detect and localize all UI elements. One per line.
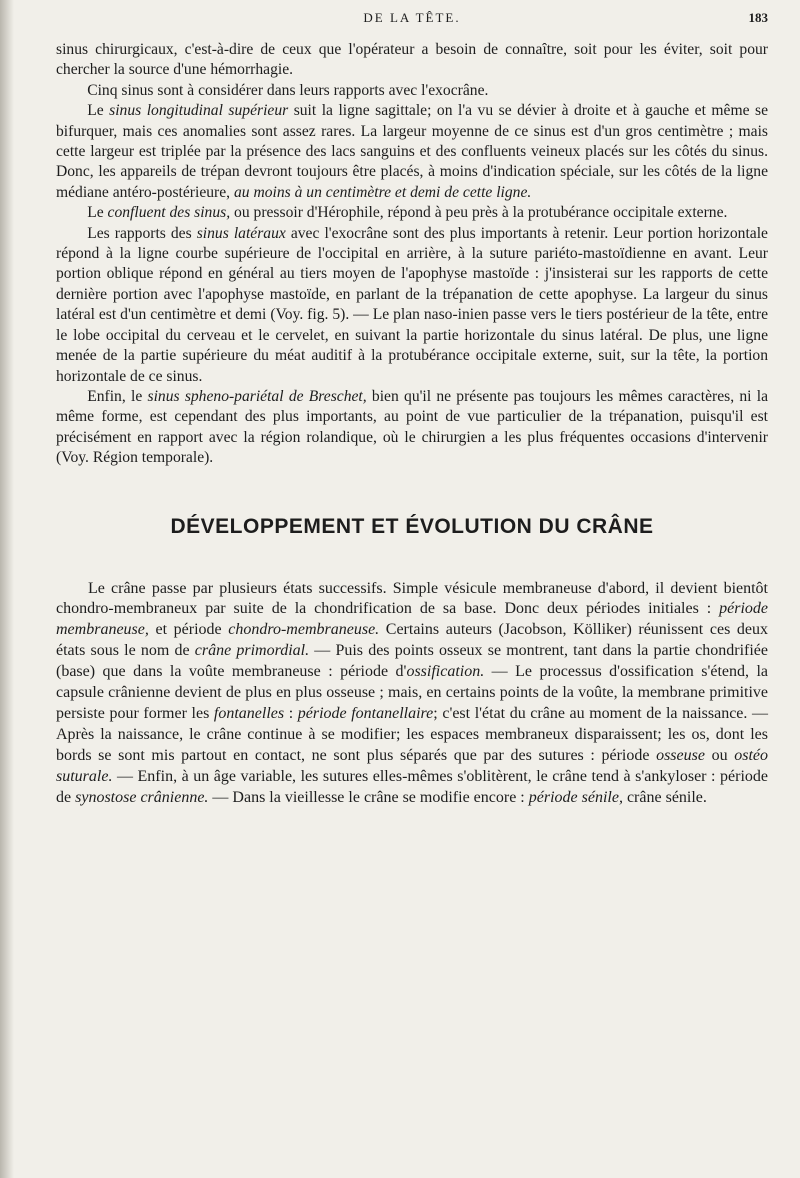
text-run: ou pressoir d'Hérophile, répond à peu près à la protubérance occipitale externe. [230, 204, 728, 222]
emphasis: période sénile, [528, 788, 623, 806]
section-sinus-text [56, 40, 768, 469]
emphasis: période fontanellaire [297, 704, 434, 722]
text-run: suit la ligne sagittale; on l'a vu se dévier à droite et à gauche et même se bifurquer, mais ces anomalies sont assez rares. La largeur moyenne de ce sinus est d'un gros centimètre ; mais cette largeur est triplée par la présence des lacs sanguins et des confluents veineux placés sur les côtés du sinus. Donc, les appareils de trépan devront toujours être placés, à moins d'indication spéciale, sur les côtés de la ligne médiane antéro-postérieure, [56, 102, 768, 201]
text-run: Les rapports des [87, 224, 197, 242]
text-run: crâne sénile. [622, 788, 707, 806]
paragraph-sinus-intro: sinus chirurgicaux, c'est-à-dire de ceux que l'opérateur a besoin de connaître, soit pour les éviter, soit pour chercher la source d'une hémorrhagie. [56, 41, 768, 79]
emphasis: fontanelles [213, 704, 285, 722]
emphasis: osseuse [656, 746, 705, 764]
paragraph-development [56, 579, 768, 809]
text-run: et période [148, 621, 229, 639]
paragraph-confluent [56, 203, 768, 223]
running-title: DE LA TÊTE. [363, 10, 461, 25]
text-run: avec l'exocrâne sont des plus importants à retenir. Leur portion horizontale répond à la ligne courbe supérieure de l'occipital en arrière, à la suture pariéto-mastoïdienne en avant. Leur portion oblique répond en général au tiers moyen de l'apophyse mastoïde : j'insisterai sur les rapports de cette dernière portion avec l'apophyse mastoïde, en parlant de la trépanation de cette apophyse. La largeur du sinus latéral est d'un centimètre et demi (Voy. fig. 5). — Le plan naso-inien passe vers le tiers postérieur de la tête, entre le lobe occipital du cerveau et le cervelet, en suivant la partie horizontale du sinus latéral. De plus, une ligne menée de la partie supérieure du méat auditif à la protubérance occipitale externe, suit, sur la tête, la portion horizontale de ce sinus. [56, 224, 768, 385]
text-run: — Le processus d'ossification s'étend, la capsule crânienne devient de plus en plus osseuse ; mais, en certains points de la voûte, la membrane primitive persiste pour former les [56, 663, 769, 722]
text-run: Le [87, 102, 110, 120]
text-run: — Puis des points osseux se montrent, tant dans la partie chondrifiée (base) que dans la voûte membraneuse : période d' [56, 642, 768, 681]
page-number: 183 [748, 10, 768, 25]
text-run: Enfin, le [87, 387, 148, 405]
text-run: Certains auteurs (Jacobson, Kölliker) réunissent ces deux états sous le nom de [56, 621, 768, 660]
emphasis: synostose crânienne. [75, 788, 209, 806]
page-edge-shadow [0, 0, 14, 1178]
text-run: : [284, 704, 298, 722]
emphasis: sinus spheno-pariétal de Breschet, [147, 387, 367, 405]
book-page [56, 0, 768, 809]
emphasis: période membraneuse, [56, 600, 768, 639]
text-run: ; c'est l'état du crâne au moment de la naissance. — Après la naissance, le crâne continue à se modifier; les espaces membraneux disparaissent; les os, dont les bords se sont mis partout en contact, ne sont plus séparés que par des sutures : période [56, 704, 769, 764]
text-run: ou [704, 746, 735, 764]
emphasis: sinus latéraux [196, 224, 286, 242]
emphasis: crâne primordial. [194, 642, 310, 660]
section-development-text [56, 579, 768, 809]
emphasis: confluent des sinus, [107, 204, 231, 222]
emphasis: ostéo suturale. [56, 746, 769, 785]
paragraph-five-sinus: Cinq sinus sont à considérer dans leurs rapports avec l'exocrâne. [87, 81, 489, 99]
section-heading: DÉVELOPPEMENT ET ÉVOLUTION DU CRÂNE [170, 514, 654, 538]
text-run: Le crâne passe par plusieurs états successifs. Simple vésicule membraneuse d'abord, il devient bientôt chondro-membraneux par suite de la chondrification de sa base. Donc deux périodes initiales : [56, 579, 768, 618]
text-run: bien qu'il ne présente pas toujours les mêmes caractères, ni la même forme, est cependant des plus importants, au point de vue particulier de la trépanation, puisqu'il est précisément en rapport avec la région rolandique, où le chirurgien a les plus fréquentes occasions d'intervenir (Voy. Région temporale). [56, 387, 769, 467]
emphasis: sinus longitudinal supérieur [109, 102, 289, 120]
emphasis: chondro-membraneuse. [228, 621, 380, 639]
text-run: — Enfin, à un âge variable, les sutures elles-mêmes s'oblitèrent, le crâne tend à s'ankyloser : période de [56, 767, 768, 806]
paragraph-lateral-sinus [56, 224, 768, 387]
paragraph-longitudinal-sinus [56, 101, 768, 203]
page-header [56, 0, 768, 40]
emphasis: au moins à un centimètre et demi de cette ligne. [233, 183, 532, 201]
emphasis: ossification. [406, 663, 485, 681]
text-run: Le [87, 204, 108, 222]
paragraph-breschet-sinus [56, 387, 768, 469]
text-run: — Dans la vieillesse le crâne se modifie encore : [208, 788, 529, 806]
